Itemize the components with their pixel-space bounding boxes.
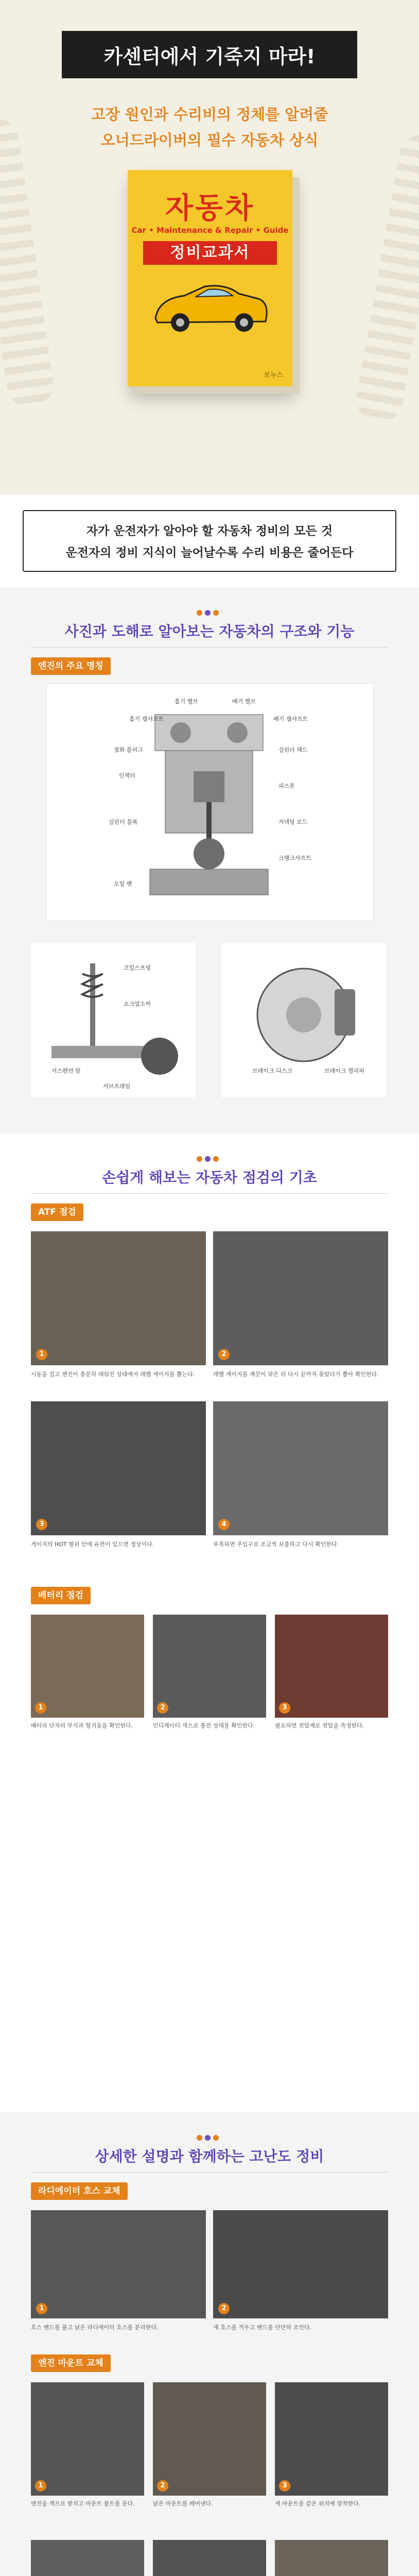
photo-caption: 새 호스를 끼우고 밴드를 단단히 조인다.	[213, 2324, 311, 2331]
section-tag: 엔진 마운트 교체	[31, 2354, 111, 2372]
tire-track-left	[0, 116, 56, 409]
section-title: 상세한 설명과 함께하는 고난도 정비	[95, 2148, 324, 2165]
photo-caption: 부족하면 주입구로 조금씩 보충하고 다시 확인한다.	[213, 1541, 339, 1548]
engine-label: 피스톤	[278, 783, 295, 789]
suspension-label: 서스펜션 암	[51, 1067, 81, 1074]
engine-label: 인젝터	[119, 772, 135, 779]
engine-label: 점화 플러그	[114, 747, 143, 753]
section-tag: ATF 점검	[31, 1204, 83, 1221]
brake-label: 브레이크 캘리퍼	[324, 1067, 364, 1074]
engine-label: 배기 밸브	[232, 698, 256, 705]
book-cover	[128, 170, 292, 386]
hero-subtitle-2: 오너드라이버의 필수 자동차 상식	[100, 131, 319, 149]
photo-caption: 필요하면 전압계로 전압을 측정한다.	[275, 1722, 364, 1729]
photo: 1	[31, 1231, 206, 1365]
engine-diagram	[46, 683, 374, 921]
section-divider	[31, 2172, 388, 2173]
hero-subtitle-1: 고장 원인과 수리비의 정체를 알려줄	[91, 106, 328, 123]
photo-caption: 엔진을 잭으로 받치고 마운트 볼트를 푼다.	[31, 2500, 135, 2507]
photo: 2	[213, 1231, 388, 1365]
engine-label: 크랭크샤프트	[278, 855, 311, 861]
suspension-label: 코일스프링	[124, 964, 151, 971]
engine-label: 실린더 헤드	[278, 747, 308, 753]
engine-label: 흡기 밸브	[174, 698, 199, 705]
hero-banner: 카센터에서 기죽지 마라!	[62, 31, 357, 78]
photo: 1	[31, 2210, 206, 2318]
section-tag: 엔진의 주요 명칭	[31, 657, 111, 675]
intro-line-1: 자가 운전자가 알아야 할 자동차 정비의 모든 것	[86, 524, 333, 538]
photo: 2	[153, 2382, 266, 2496]
tire-track-right	[353, 132, 419, 424]
section-title: 사진과 도해로 알아보는 자동차의 구조와 기능	[64, 623, 355, 640]
photo: 4	[213, 1401, 388, 1535]
photo: 2	[153, 1615, 266, 1718]
photo	[31, 2540, 144, 2576]
photo-caption: 호스 밴드를 풀고 낡은 라디에이터 호스를 분리한다.	[31, 2324, 159, 2331]
intro-line-2: 운전자의 정비 지식이 늘어날수록 수리 비용은 줄어든다	[65, 546, 354, 560]
photo: 3	[275, 1615, 388, 1718]
suspension-label: 쇼크업소버	[124, 1001, 151, 1007]
photo-caption: 인디케이터 색으로 충전 상태를 확인한다.	[153, 1722, 255, 1729]
photo-caption: 시동을 걸고 엔진이 충분히 데워진 상태에서 레벨 게이지를 뽑는다.	[31, 1371, 195, 1378]
section-dots-icon	[197, 608, 222, 614]
engine-label: 오일 팬	[114, 880, 132, 887]
inspection-section	[0, 1133, 419, 2112]
suspension-label: 서브프레임	[103, 1083, 131, 1090]
engine-label: 흡기 캠샤프트	[129, 716, 164, 722]
engine-label: 배기 캠샤프트	[273, 716, 308, 722]
brake-label: 브레이크 디스크	[252, 1067, 292, 1074]
hero-section	[0, 0, 419, 495]
intro-box	[23, 510, 396, 572]
repair-section	[0, 2112, 419, 2576]
photo-caption: 새 마운트를 같은 위치에 장착한다.	[275, 2500, 361, 2507]
section-tag: 배터리 점검	[31, 1587, 91, 1604]
structure-section	[0, 587, 419, 1133]
engine-label: 커넥팅 로드	[278, 819, 308, 825]
photo-caption: 레벨 게이지를 깨끗이 닦은 뒤 다시 끝까지 꽂았다가 뽑아 확인한다.	[213, 1371, 379, 1378]
photo	[275, 2540, 388, 2576]
photo-caption: 낡은 마운트를 떼어낸다.	[153, 2500, 213, 2507]
engine-cutaway-icon	[47, 684, 373, 921]
book-title: 자동차	[165, 192, 255, 225]
section-dots-icon	[197, 2133, 222, 2139]
section-divider	[31, 1193, 388, 1194]
section-title: 손쉽게 해보는 자동차 점검의 기초	[102, 1169, 317, 1186]
intro-section	[0, 495, 419, 587]
photo: 2	[213, 2210, 388, 2318]
section-divider	[31, 647, 388, 648]
photo: 1	[31, 1615, 144, 1718]
section-tag: 라디에이터 호스 교체	[31, 2182, 128, 2200]
car-illustration-icon	[148, 278, 272, 335]
book-english-subtitle: Car • Maintenance & Repair • Guide	[131, 226, 289, 235]
photo-caption: 게이지의 HOT 범위 안에 유면이 있으면 정상이다.	[31, 1541, 154, 1548]
photo: 3	[31, 1401, 206, 1535]
photo: 3	[275, 2382, 388, 2496]
photo: 1	[31, 2382, 144, 2496]
photo	[153, 2540, 266, 2576]
photo-caption: 배터리 단자의 부식과 헐거움을 확인한다.	[31, 1722, 133, 1729]
suspension-diagram	[31, 943, 196, 1097]
brake-diagram	[221, 943, 386, 1097]
book-subtitle: 정비교과서	[143, 241, 277, 265]
section-dots-icon	[197, 1154, 222, 1160]
engine-label: 실린더 블록	[109, 819, 138, 825]
book-publisher: 보누스	[264, 371, 283, 379]
